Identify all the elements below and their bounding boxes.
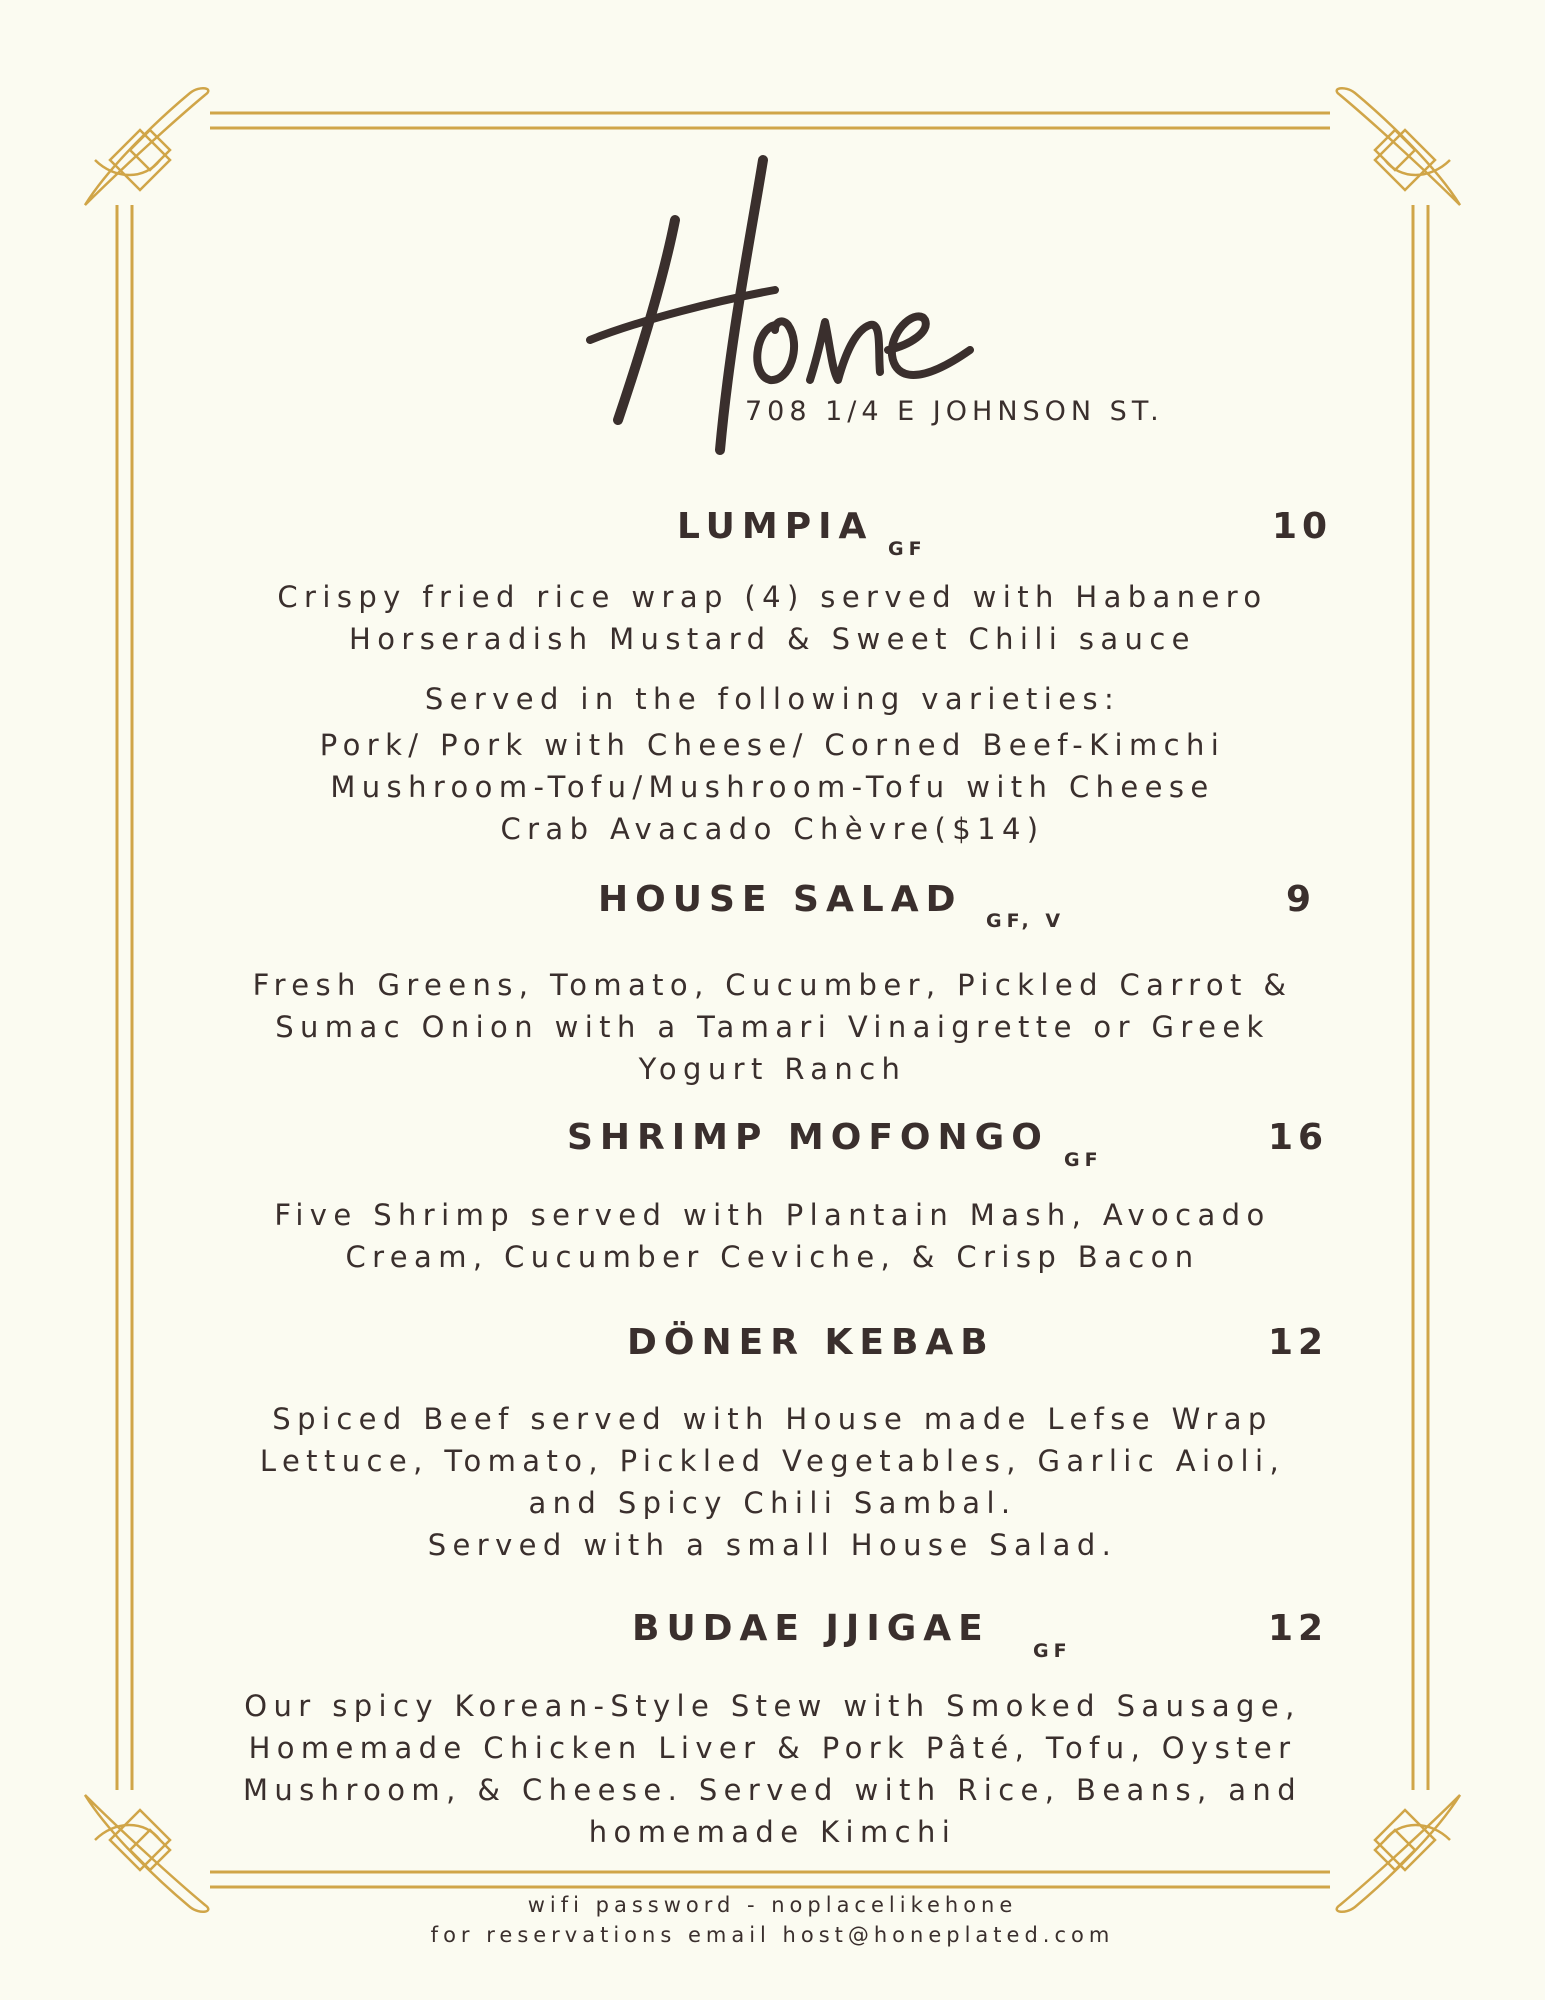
menu-footer bbox=[300, 1890, 1245, 1950]
dish-tag-budae-jjigae: GF bbox=[1033, 1640, 1072, 1662]
wifi-password-text: wifi password - noplacelikehone bbox=[527, 1893, 1018, 1917]
dish-tag-shrimp-mofongo: GF bbox=[1064, 1149, 1103, 1171]
description-line: Crab Avacado Chèvre($14) bbox=[500, 812, 1045, 846]
description-line: Five Shrimp served with Plantain Mash, Avocado bbox=[274, 1198, 1271, 1232]
dish-name-budae-jjigae: BUDAE JJIGAE bbox=[632, 1608, 990, 1649]
description-line: Mushroom-Tofu/Mushroom-Tofu with Cheese bbox=[330, 770, 1215, 804]
restaurant-address: 708 1/4 E JOHNSON ST. bbox=[745, 396, 1164, 427]
dish-price-house-salad: 9 bbox=[1286, 879, 1317, 920]
dish-varieties-lumpia bbox=[240, 678, 1305, 850]
dish-name-house-salad: HOUSE SALAD bbox=[598, 879, 963, 920]
description-line: Lettuce, Tomato, Pickled Vegetables, Garlic Aioli, bbox=[259, 1444, 1286, 1478]
corner-ornament-top-right bbox=[1337, 88, 1460, 205]
corner-ornament-bottom-right bbox=[1337, 1795, 1460, 1912]
description-line: Mushroom, & Cheese. Served with Rice, Beans, and bbox=[242, 1773, 1303, 1807]
description-line: Fresh Greens, Tomato, Cucumber, Pickled Carrot & bbox=[252, 968, 1293, 1002]
dish-price-doner-kebab: 12 bbox=[1268, 1322, 1329, 1363]
description-line: and Spicy Chili Sambal. bbox=[528, 1486, 1017, 1520]
description-line: Cream, Cucumber Ceviche, & Crisp Bacon bbox=[345, 1240, 1200, 1274]
dish-name-lumpia: LUMPIA bbox=[677, 506, 874, 547]
description-line: Our spicy Korean-Style Stew with Smoked Sausage, bbox=[244, 1689, 1301, 1723]
description-line: Served with a small House Salad. bbox=[427, 1528, 1118, 1562]
description-line: Yogurt Ranch bbox=[638, 1052, 907, 1086]
dish-description-lumpia bbox=[240, 576, 1305, 660]
dish-description-house-salad bbox=[240, 964, 1305, 1090]
dish-price-shrimp-mofongo: 16 bbox=[1268, 1117, 1329, 1158]
dish-tag-lumpia: GF bbox=[888, 538, 927, 560]
description-line: Pork/ Pork with Cheese/ Corned Beef-Kimchi bbox=[319, 728, 1226, 762]
description-line: Horseradish Mustard & Sweet Chili sauce bbox=[349, 622, 1196, 656]
dish-price-budae-jjigae: 12 bbox=[1268, 1608, 1329, 1649]
dish-description-shrimp-mofongo bbox=[240, 1194, 1305, 1278]
description-line: homemade Kimchi bbox=[588, 1815, 957, 1849]
description-line: Spiced Beef served with House made Lefse Wrap bbox=[272, 1402, 1273, 1436]
dish-name-shrimp-mofongo: SHRIMP MOFONGO bbox=[567, 1117, 1049, 1158]
corner-ornament-top-left bbox=[85, 88, 208, 205]
dish-tag-house-salad: GF, V bbox=[986, 910, 1066, 932]
dish-name-doner-kebab: DÖNER KEBAB bbox=[627, 1322, 995, 1363]
corner-ornament-bottom-left bbox=[85, 1795, 208, 1912]
dish-description-doner-kebab bbox=[240, 1398, 1305, 1566]
dish-price-lumpia: 10 bbox=[1272, 506, 1333, 547]
description-line: Sumac Onion with a Tamari Vinaigrette or Greek bbox=[275, 1010, 1270, 1044]
dish-description-budae-jjigae bbox=[240, 1685, 1305, 1853]
description-line: Crispy fried rice wrap (4) served with Habanero bbox=[277, 580, 1268, 614]
reservations-text: for reservations email host@honeplated.com bbox=[430, 1923, 1115, 1947]
description-line: Served in the following varieties: bbox=[424, 682, 1121, 716]
description-line: Homemade Chicken Liver & Pork Pâté, Tofu, Oyster bbox=[248, 1731, 1297, 1765]
